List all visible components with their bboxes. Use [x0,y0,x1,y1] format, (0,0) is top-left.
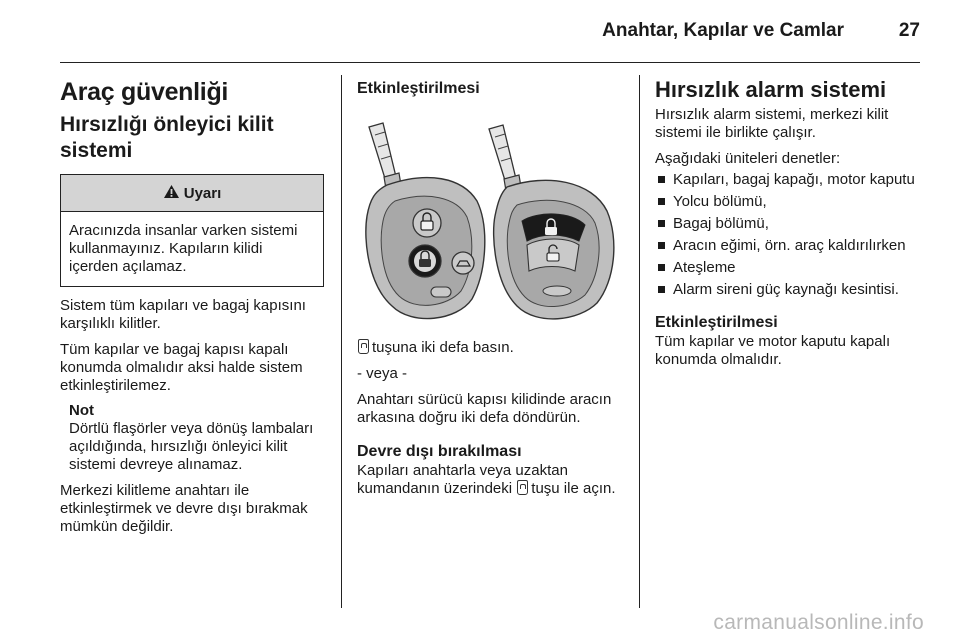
note-block [69,402,324,474]
paragraph: Aşağıdaki üniteleri denetler: [655,150,841,167]
note-text: Dörtlü flaşörler veya dönüş lambaları açıldığında, hırsızlığı önleyici kilit sistemi devreye alınamaz. [69,420,314,473]
unlock-key-icon [517,480,528,495]
paragraph: Tüm kapılar ve motor kaputu kapalı konumda olmalıdır. [655,333,891,368]
warning-title: Uyarı [183,184,222,202]
warning-box [60,174,324,287]
list-item: Yolcu bölümü, [655,193,925,211]
page-header [60,0,920,63]
subsection-title: Etkinleştirilmesi [655,314,778,331]
list-item: Bagaj bölümü, [655,215,925,233]
column-2 [357,62,621,498]
paragraph: Merkezi kilitleme anahtarı ile etkinleştirmek ve devre dışı bırakmak mümkün değildir. [60,482,308,535]
paragraph: Hırsızlık alarm sistemi, merkezi kilit sistemi ile birlikte çalışır. [655,106,889,141]
watermark: carmanualsonline.info [713,611,924,634]
list-item: Ateşleme [655,259,925,277]
column-divider [639,75,640,608]
subsection-title: Etkinleştirilmesi [357,80,480,97]
paragraph [357,339,621,357]
list-item: Aracın eğimi, örn. araç kaldırılırken [655,237,925,255]
warning-text: Aracınızda insanlar varken sistemi kullanmayınız. Kapıların kilidi içerden açılamaz. [69,222,298,275]
lock-key-icon [358,339,369,354]
paragraph [357,462,621,498]
deactivate-text-end: tuşu ile açın. [531,480,616,497]
column-divider [341,75,342,608]
paragraph: Sistem tüm kapıları ve bagaj kapısını karşılıklı kilitler. [60,297,306,332]
list-item: Alarm sireni güç kaynağı kesintisi. [655,281,925,299]
subsection-title: Devre dışı bırakılması [357,443,522,460]
warning-triangle-icon [163,184,180,203]
paragraph: Tüm kapılar ve bagaj kapısı kapalı konumda olmalıdır aksi halde sistem etkinleştirilemez. [60,341,303,394]
deactivate-text: Kapıları anahtarla veya uzaktan kumandanın üzerindeki [357,462,568,497]
column-1 [60,62,324,536]
note-title: Not [69,402,94,419]
section-title: Hırsızlık alarm sistemi [655,77,887,102]
monitored-units-list [655,171,925,299]
column-3 [655,62,925,369]
section-title: Araç güvenliği [60,78,229,106]
header-title: Anahtar, Kapılar ve Camlar [602,20,844,41]
or-separator: - veya - [357,365,408,382]
subsection-title: Hırsızlığı önleyici kilit sistemi [60,113,274,162]
page-number: 27 [898,20,920,41]
press-instruction: tuşuna iki defa basın. [372,339,514,356]
list-item: Kapıları, bagaj kapağı, motor kaputu [655,171,925,189]
warning-header [61,175,323,212]
car-key-fobs-illustration [357,121,621,333]
paragraph: Anahtarı sürücü kapısı kilidinde aracın arkasına doğru iki defa döndürün. [357,391,612,426]
